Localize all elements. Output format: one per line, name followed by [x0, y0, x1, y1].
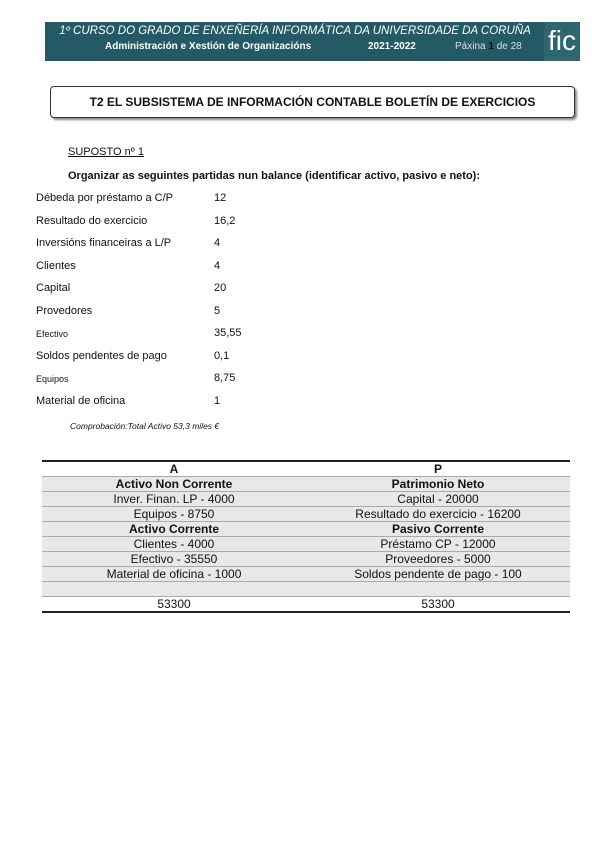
cell-liability: Capital - 20000 [306, 492, 570, 507]
item-label: Débeda por préstamo a C/P [36, 192, 173, 204]
item-label: Soldos pendentes de pago [36, 349, 167, 362]
instruction: Organizar as seguintes partidas nun balance (identificar activo, pasivo e neto): [68, 170, 480, 182]
list-item [36, 305, 296, 321]
cell-asset: Equipos - 8750 [42, 507, 306, 522]
cell-liability [306, 582, 570, 597]
item-label: Equipos [36, 374, 69, 384]
table-row [42, 537, 570, 552]
cell-liability: 53300 [306, 597, 570, 613]
table-row [42, 522, 570, 537]
cell-asset: Clientes - 4000 [42, 537, 306, 552]
cell-asset [42, 582, 306, 597]
cell-asset: A [42, 461, 306, 477]
item-value: 5 [214, 304, 221, 317]
list-item [36, 192, 296, 208]
item-label: Resultado do exercicio [36, 214, 148, 227]
cell-liability: P [306, 461, 570, 477]
item-label: Provedores [36, 304, 93, 317]
cell-liability: Patrimonio Neto [306, 477, 570, 492]
list-item [36, 215, 296, 231]
list-item [36, 282, 296, 298]
header-subject: Administración e Xestión de Organizacións [105, 41, 312, 52]
list-item [36, 237, 296, 253]
item-label: Capital [36, 282, 71, 294]
item-value: 12 [214, 192, 227, 204]
list-item [36, 372, 296, 388]
cell-liability: Soldos pendente de pago - 100 [306, 567, 570, 582]
header-year: 2021-2022 [368, 41, 416, 52]
item-value: 8,75 [214, 372, 236, 384]
item-value: 1 [214, 394, 221, 407]
table-row [42, 597, 570, 613]
item-label: Efectivo [36, 329, 69, 339]
table-row [42, 492, 570, 507]
check-note: Comprobación:Total Activo 53,3 miles € [70, 421, 220, 431]
cell-liability: Resultado do exercicio - 16200 [306, 507, 570, 522]
cell-asset: 53300 [42, 597, 306, 613]
table-row [42, 507, 570, 522]
table-row [42, 461, 570, 477]
item-value: 0,1 [214, 349, 230, 362]
item-value: 4 [214, 237, 221, 249]
cell-asset: Activo Non Corrente [42, 477, 306, 492]
cell-liability: Proveedores - 5000 [306, 552, 570, 567]
fic-logo: fic [544, 22, 580, 61]
table-row [42, 552, 570, 567]
cell-asset: Material de oficina - 1000 [42, 567, 306, 582]
item-label: Clientes [36, 259, 76, 272]
page-header [45, 22, 580, 61]
cell-asset: Inver. Finan. LP - 4000 [42, 492, 306, 507]
list-item [36, 395, 296, 411]
cell-liability: Préstamo CP - 12000 [306, 537, 570, 552]
balance-table [42, 460, 570, 613]
page-title: T2 EL SUBSISTEMA DE INFORMACIÓN CONTABLE BOLETÍN DE EXERCICIOS [50, 86, 575, 118]
table-row [42, 567, 570, 582]
header-course: 1º CURSO DO GRADO DE ENXEÑERÍA INFORMÁTICA DA UNIVERSIDADE DA CORUÑA [59, 25, 531, 37]
page-number: 1 [488, 41, 494, 52]
table-row [42, 477, 570, 492]
header-page [455, 41, 522, 52]
table-row [42, 582, 570, 597]
item-label: Material de oficina [36, 394, 126, 407]
list-item [36, 350, 296, 366]
item-value: 4 [214, 259, 221, 272]
page-total: de 28 [496, 41, 522, 52]
cell-asset: Efectivo - 35550 [42, 552, 306, 567]
list-item [36, 327, 296, 343]
suposto-heading: SUPOSTO nº 1 [68, 146, 144, 158]
item-value: 16,2 [214, 214, 236, 227]
item-label: Inversións financeiras a L/P [36, 237, 172, 249]
page-label: Páxina [455, 41, 486, 52]
cell-liability: Pasivo Corrente [306, 522, 570, 537]
list-item [36, 260, 296, 276]
item-value: 35,55 [214, 327, 242, 339]
item-value: 20 [214, 282, 227, 294]
cell-asset: Activo Corrente [42, 522, 306, 537]
